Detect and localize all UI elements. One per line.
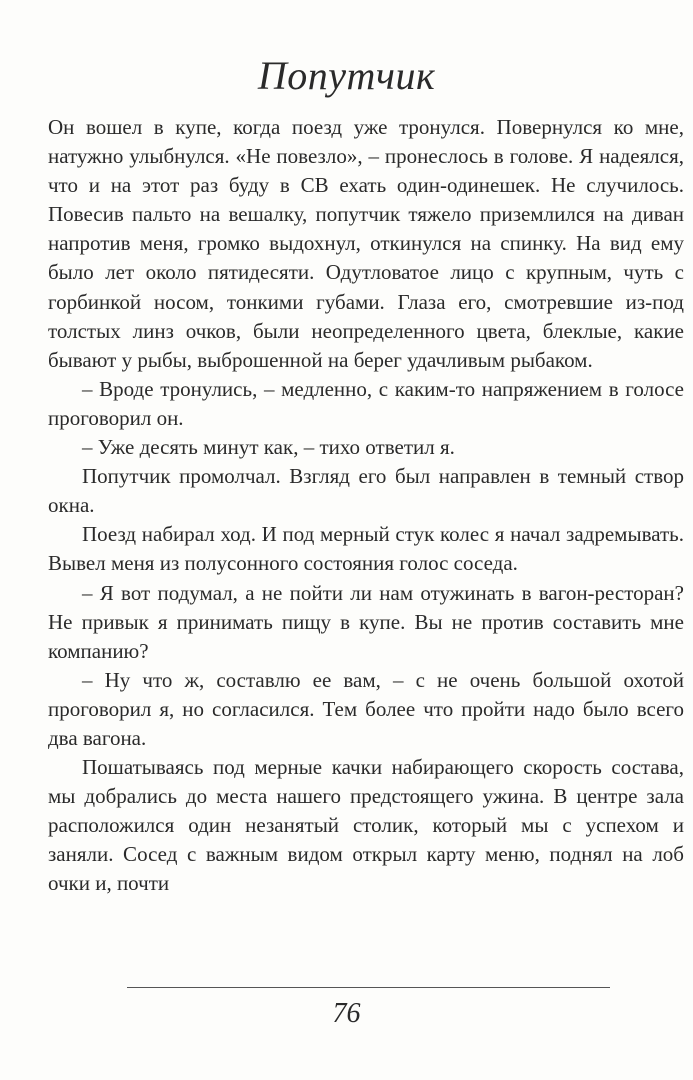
- paragraph-5: Поезд набирал ход. И под мерный стук колес я начал задремывать. Вывел меня из полусонного состояния голос соседа.: [48, 522, 684, 576]
- paragraph-8: Пошатываясь под мерные качки набирающего скорость состава, мы добрались до места нашего предстоящего ужина. В центре зала расположился один незанятый столик, который мы с успехом и заняли. Сосед с важным видом открыл карту меню, поднял на лоб очки и, почти: [48, 755, 684, 896]
- footer-rule: [127, 987, 610, 988]
- paragraph-4: Попутчик промолчал. Взгляд его был направлен в темный створ окна.: [48, 464, 684, 518]
- paragraph-6: – Я вот подумал, а не пойти ли нам отужинать в вагон-ресторан? Не привык я принимать пищу в купе. Вы не против составить мне компанию?: [48, 580, 684, 663]
- paragraph-2: – Вроде тронулись, – медленно, с каким-то напряжением в голосе проговорил он.: [48, 376, 684, 430]
- paragraph-7: – Ну что ж, составлю ее вам, – с не очень большой охотой проговорил я, но согласился. Тем более что пройти надо было всего два вагона.: [48, 667, 684, 750]
- chapter-title: Попутчик: [257, 53, 436, 98]
- body-text: [48, 113, 684, 899]
- page-number: 76: [332, 998, 361, 1029]
- paragraph-3: – Уже десять минут как, – тихо ответил я.: [82, 435, 455, 460]
- paragraph-1: Он вошел в купе, когда поезд уже тронулся. Повернулся ко мне, натужно улыбнулся. «Не повезло», – пронеслось в голове. Я надеялся, что и на этот раз буду в СВ ехать один-одинешек. Не случилось. Повесив пальто на вешалку, попутчик тяжело приземлился на диван напротив меня, громко выдохнул, откинулся на спинку. На вид ему было лет около пятидесяти. Одутловатое лицо с крупным, чуть с горбинкой носом, тонкими губами. Глаза его, смотревшие из-под толстых линз очков, были неопределенного цвета, блеклые, какие бывают у рыбы, выброшенной на берег удачливым рыбаком.: [48, 115, 684, 372]
